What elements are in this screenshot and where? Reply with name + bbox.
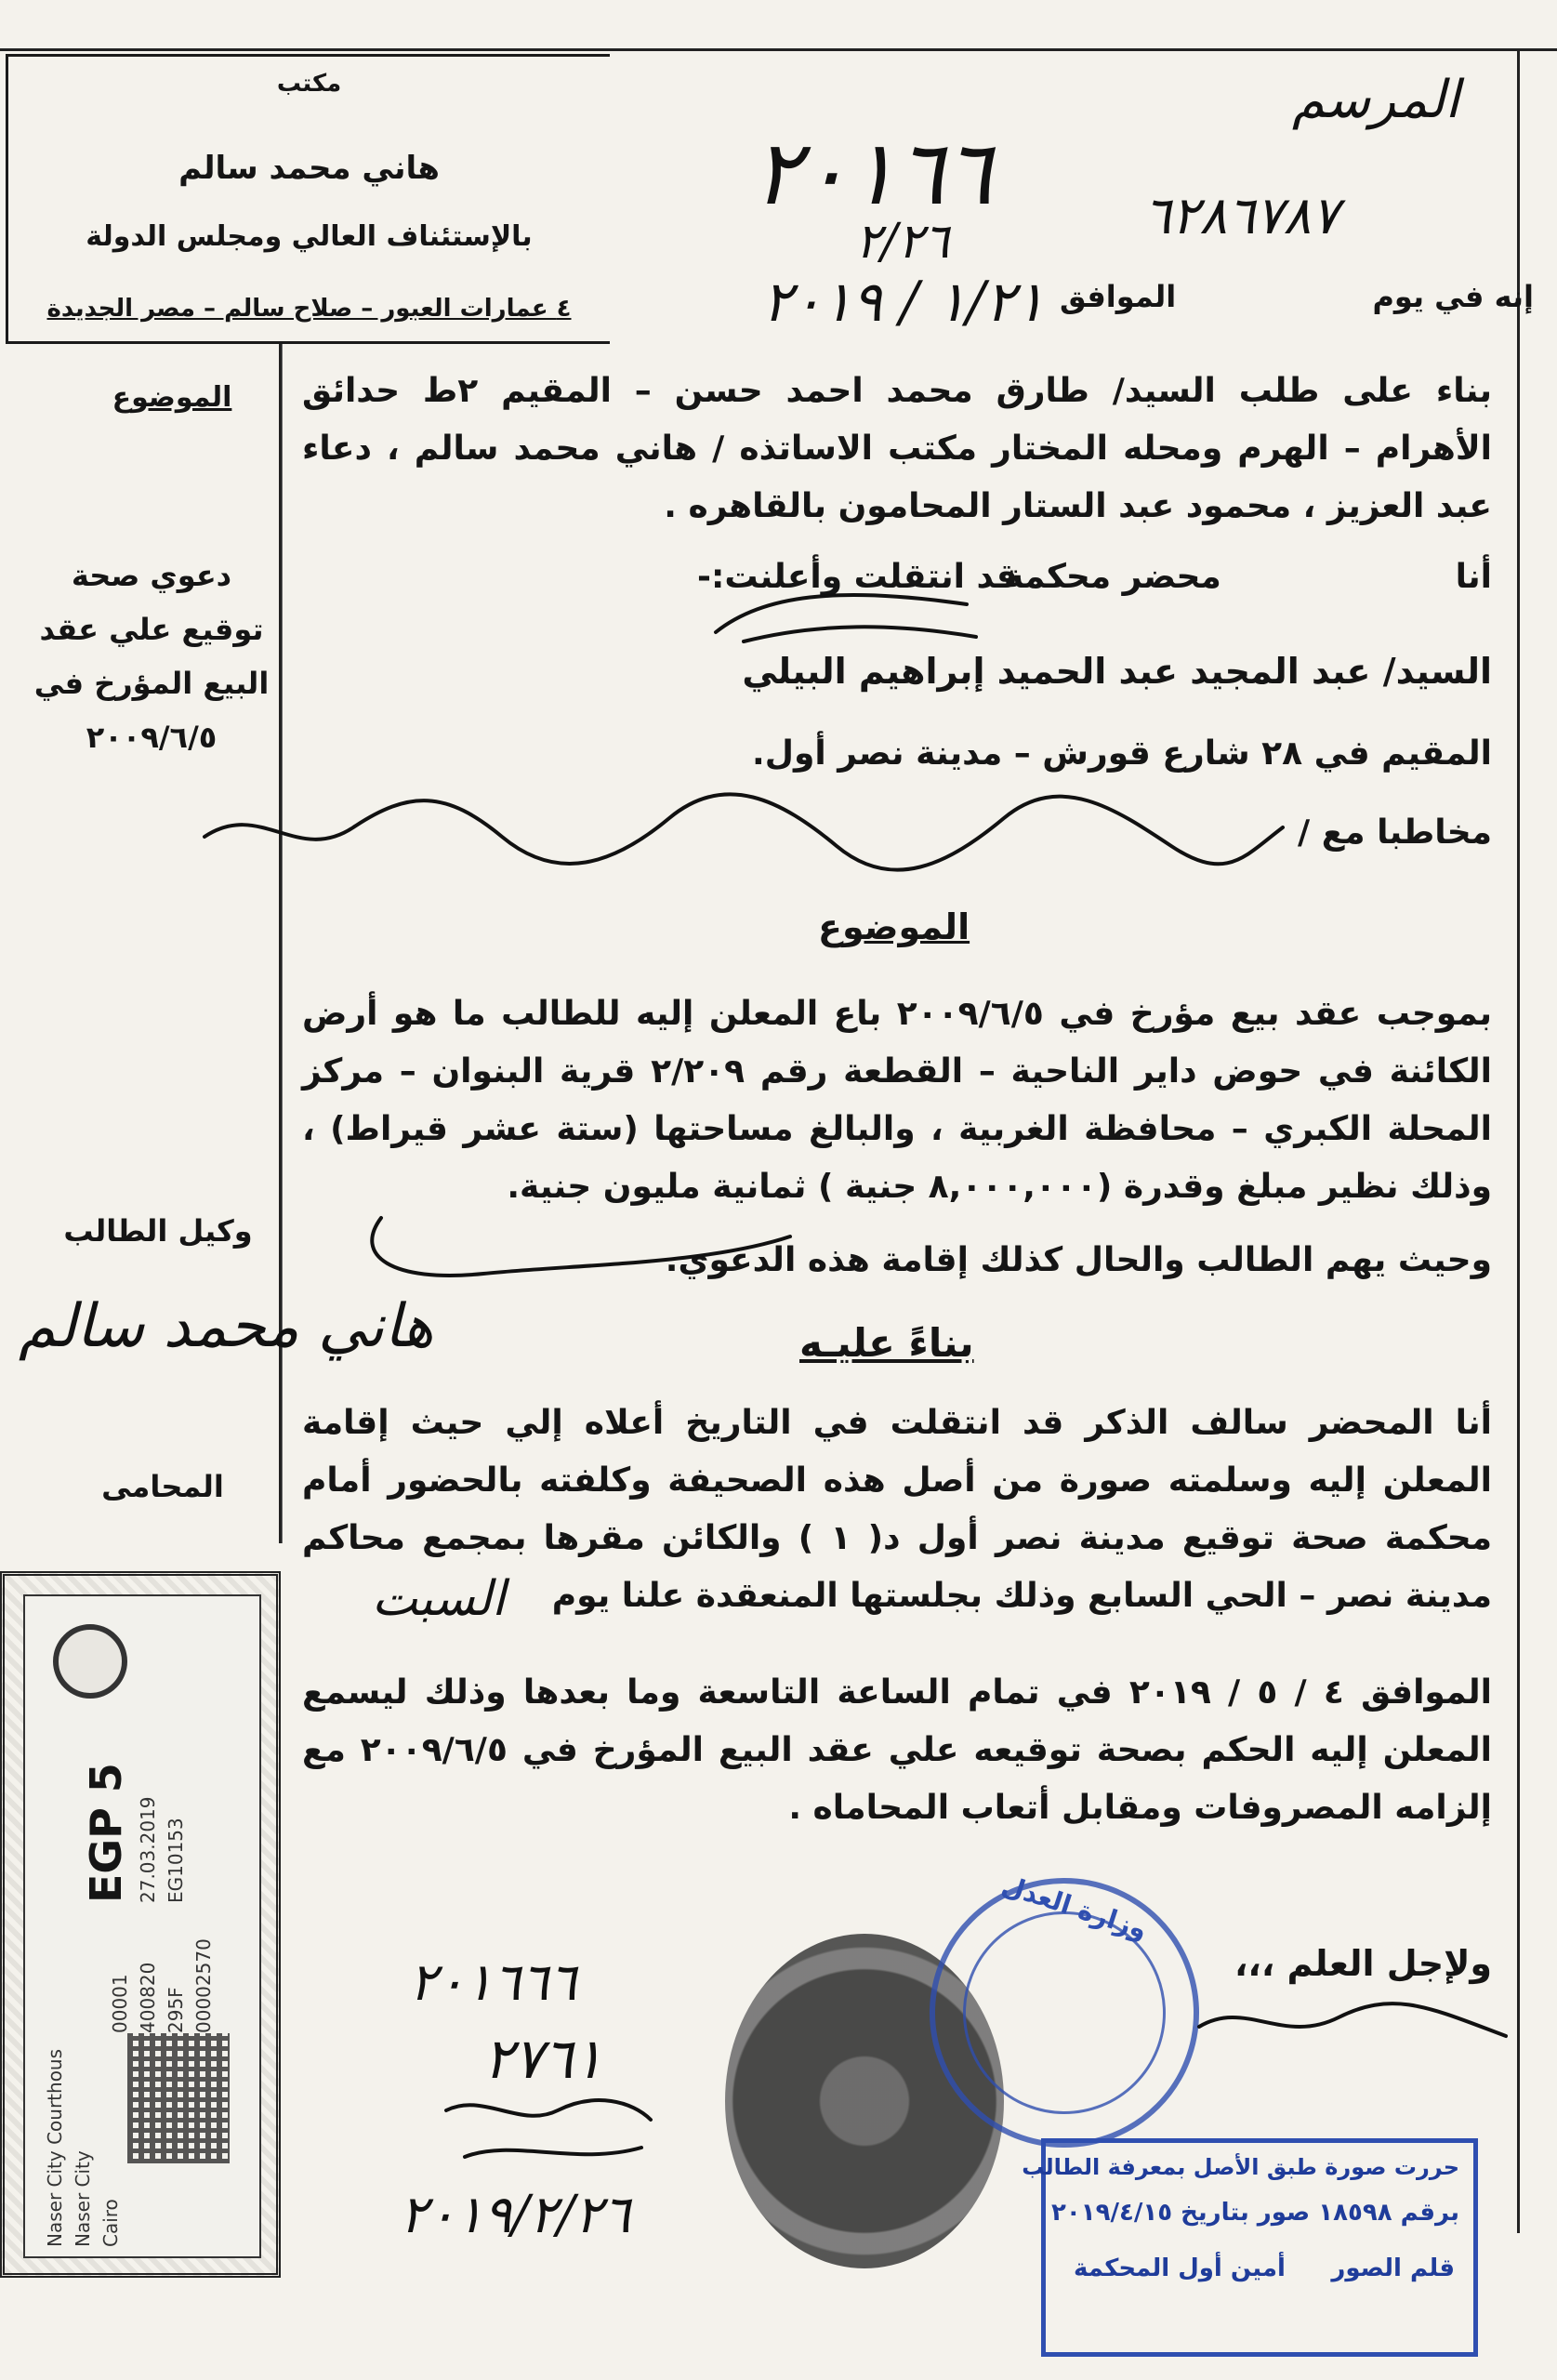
intro-addressing: مخاطبا مع / bbox=[1298, 813, 1492, 852]
stamp-serial: EG10153 bbox=[165, 1818, 187, 1903]
office-practice: بالإستئناف العالي ومجلس الدولة bbox=[86, 220, 533, 253]
coin-emblem-icon bbox=[53, 1624, 127, 1699]
revenue-stamp bbox=[0, 1571, 281, 2278]
sidebar-divider-inner bbox=[282, 344, 283, 1543]
sidebar-subject-label: الموضوع bbox=[112, 381, 232, 414]
margin-scribble bbox=[353, 1199, 818, 1302]
subject-interest: وحيث يهم الطالب والحال كذلك إقامة هذه الدعوي. bbox=[665, 1241, 1492, 1279]
sidebar-claim-title: دعوي صحة توقيع علي عقد البيع المؤرخ في ٢٠٠٩/٦/٥ bbox=[33, 558, 270, 755]
court-stamp-line1: حررت صورة طبق الأصل بمعرفة الطالب bbox=[1022, 2154, 1459, 2180]
agent-signature: هاني محمد سالم bbox=[19, 1292, 434, 1361]
clerk-signature-scribble bbox=[706, 576, 985, 651]
hw-bottom-n3: ٢٠١٩/٢/٢٦ bbox=[400, 2185, 631, 2245]
hw-header-date: ٢/٢٦ bbox=[855, 214, 950, 270]
ministry-seal-text: وزارة العدل bbox=[997, 1869, 1152, 1946]
law-office-box bbox=[6, 54, 610, 344]
hw-bottom-n1: ٢٠١٦٦٦ bbox=[409, 1952, 577, 2013]
office-label: مكتب bbox=[276, 70, 342, 98]
stamp-value: 5 EGP bbox=[81, 1763, 131, 1903]
hw-session-day: السبت bbox=[372, 1571, 506, 1627]
stamp-city: Naser City bbox=[72, 2150, 94, 2247]
ruling-closing: ولإجل العلم ،،، bbox=[1234, 1943, 1492, 1984]
hw-top-right: المرسم bbox=[1292, 70, 1460, 130]
subject-heading: الموضوع bbox=[818, 906, 970, 947]
top-border bbox=[0, 48, 1557, 51]
intro-moved: قد انتقلت وأعلنت:- bbox=[697, 558, 1018, 596]
stamp-qr-code bbox=[127, 2033, 230, 2163]
hw-day-date: ١/٢١ / ٢٠١٩ bbox=[762, 270, 1046, 335]
revenue-stamp-inner bbox=[23, 1594, 261, 2258]
court-stamp-line4: قلم الصور bbox=[1331, 2254, 1455, 2282]
date-prefix: إنه في يوم bbox=[1372, 279, 1534, 314]
ruling-heading: بناءً عليـه bbox=[799, 1320, 974, 1366]
subject-body: بموجب عقد بيع مؤرخ في ٢٠٠٩/٦/٥ باع المعلن إليه للطالب ما هو أرض الكائنة في حوض داير الناحية – القطعة رقم ٢/٢٠٩ قرية البنوان – مركز المحلة الكبري – محافظة الغربية ، والبالغ مساحتها (ستة عشر قيراط) ، وذلك نظير مبلغ وقدرة (٨,٠٠٠,٠٠٠ جنية ) ثمانية مليون جنية. bbox=[302, 995, 1492, 1206]
addressing-scribble bbox=[186, 781, 1301, 883]
hw-ref-number: ٦٢٨٦٧٨٧ bbox=[1143, 186, 1339, 246]
court-copy-stamp bbox=[1022, 2138, 1478, 2357]
court-stamp-line3: أمين أول المحكمة bbox=[1074, 2254, 1286, 2282]
intro-defendant: السيد/ عبد المجيد عبد الحميد إبراهيم البيلي bbox=[742, 651, 1492, 692]
stamp-cairo: Cairo bbox=[99, 2199, 122, 2247]
ruling-body: أنا المحضر سالف الذكر قد انتقلت في التاريخ أعلاه إلي حيث إقامة المعلن إليه وسلمته صورة من أصل هذه الصحيفة وكلفته بالحضور أمام محكمة صحة توقيع مدينة نصر أول د( ١ ) والكائن مقرها بمجمع محاكم مدينة نصر – الحي السابع وذلك بجلستها المنعقدة علنا يوم bbox=[302, 1404, 1492, 1615]
ruling-session: الموافق ٤ / ٥ / ٢٠١٩ في تمام الساعة التاسعة وما بعدها وذلك ليسمع المعلن إليه الحكم بصحة توقيعه علي عقد البيع المؤرخ في ٢٠٠٩/٦/٥ مع إلزامه المصروفات ومقابل أتعاب المحاماه . bbox=[302, 1673, 1492, 1827]
office-name: هاني محمد سالم bbox=[178, 150, 440, 187]
hw-bottom-n2: ٢٧٦١ bbox=[483, 2027, 603, 2092]
intro-request: بناء على طلب السيد/ طارق محمد احمد حسن – المقيم ٢ط حدائق الأهرام – الهرم ومحله المختار مكتب الاساتذه / هاني محمد سالم ، دعاء عبد العزيز ، محمود عبد الستار المحامون بالقاهره . bbox=[302, 372, 1492, 525]
intro-ana: أنا bbox=[1455, 558, 1492, 596]
closing-signature-scribble bbox=[1190, 1990, 1515, 2064]
hw-top-number: ٢٠١٦٦ bbox=[753, 121, 993, 225]
stamp-code-a: 00001 bbox=[109, 1974, 131, 2033]
stamp-date: 27.03.2019 bbox=[137, 1796, 159, 1903]
bottom-scribble bbox=[428, 2082, 669, 2175]
intro-court-clerk: محضر محكمة bbox=[1004, 558, 1221, 596]
date-mid: الموافق bbox=[1060, 279, 1177, 314]
stamp-code-b: 400820 bbox=[137, 1962, 159, 2033]
sidebar-lawyer-label: المحامى bbox=[101, 1469, 224, 1504]
intro-residence: المقيم في ٢٨ شارع قورش – مدينة نصر أول. bbox=[752, 734, 1492, 773]
stamp-code-c: 295F bbox=[165, 1987, 187, 2033]
stamp-court: Naser City Courthous bbox=[44, 2048, 66, 2247]
sidebar-agent-label: وكيل الطالب bbox=[63, 1213, 253, 1249]
office-address: ٤ عمارات العبور – صلاح سالم – مصر الجديدة bbox=[46, 295, 572, 323]
stamp-code-d: 00002570 bbox=[192, 1938, 215, 2033]
court-stamp-line2: برقم ١٨٥٩٨ صور بتاريخ ٢٠١٩/٤/١٥ bbox=[1051, 2199, 1459, 2227]
right-margin-line bbox=[1517, 48, 1520, 2233]
